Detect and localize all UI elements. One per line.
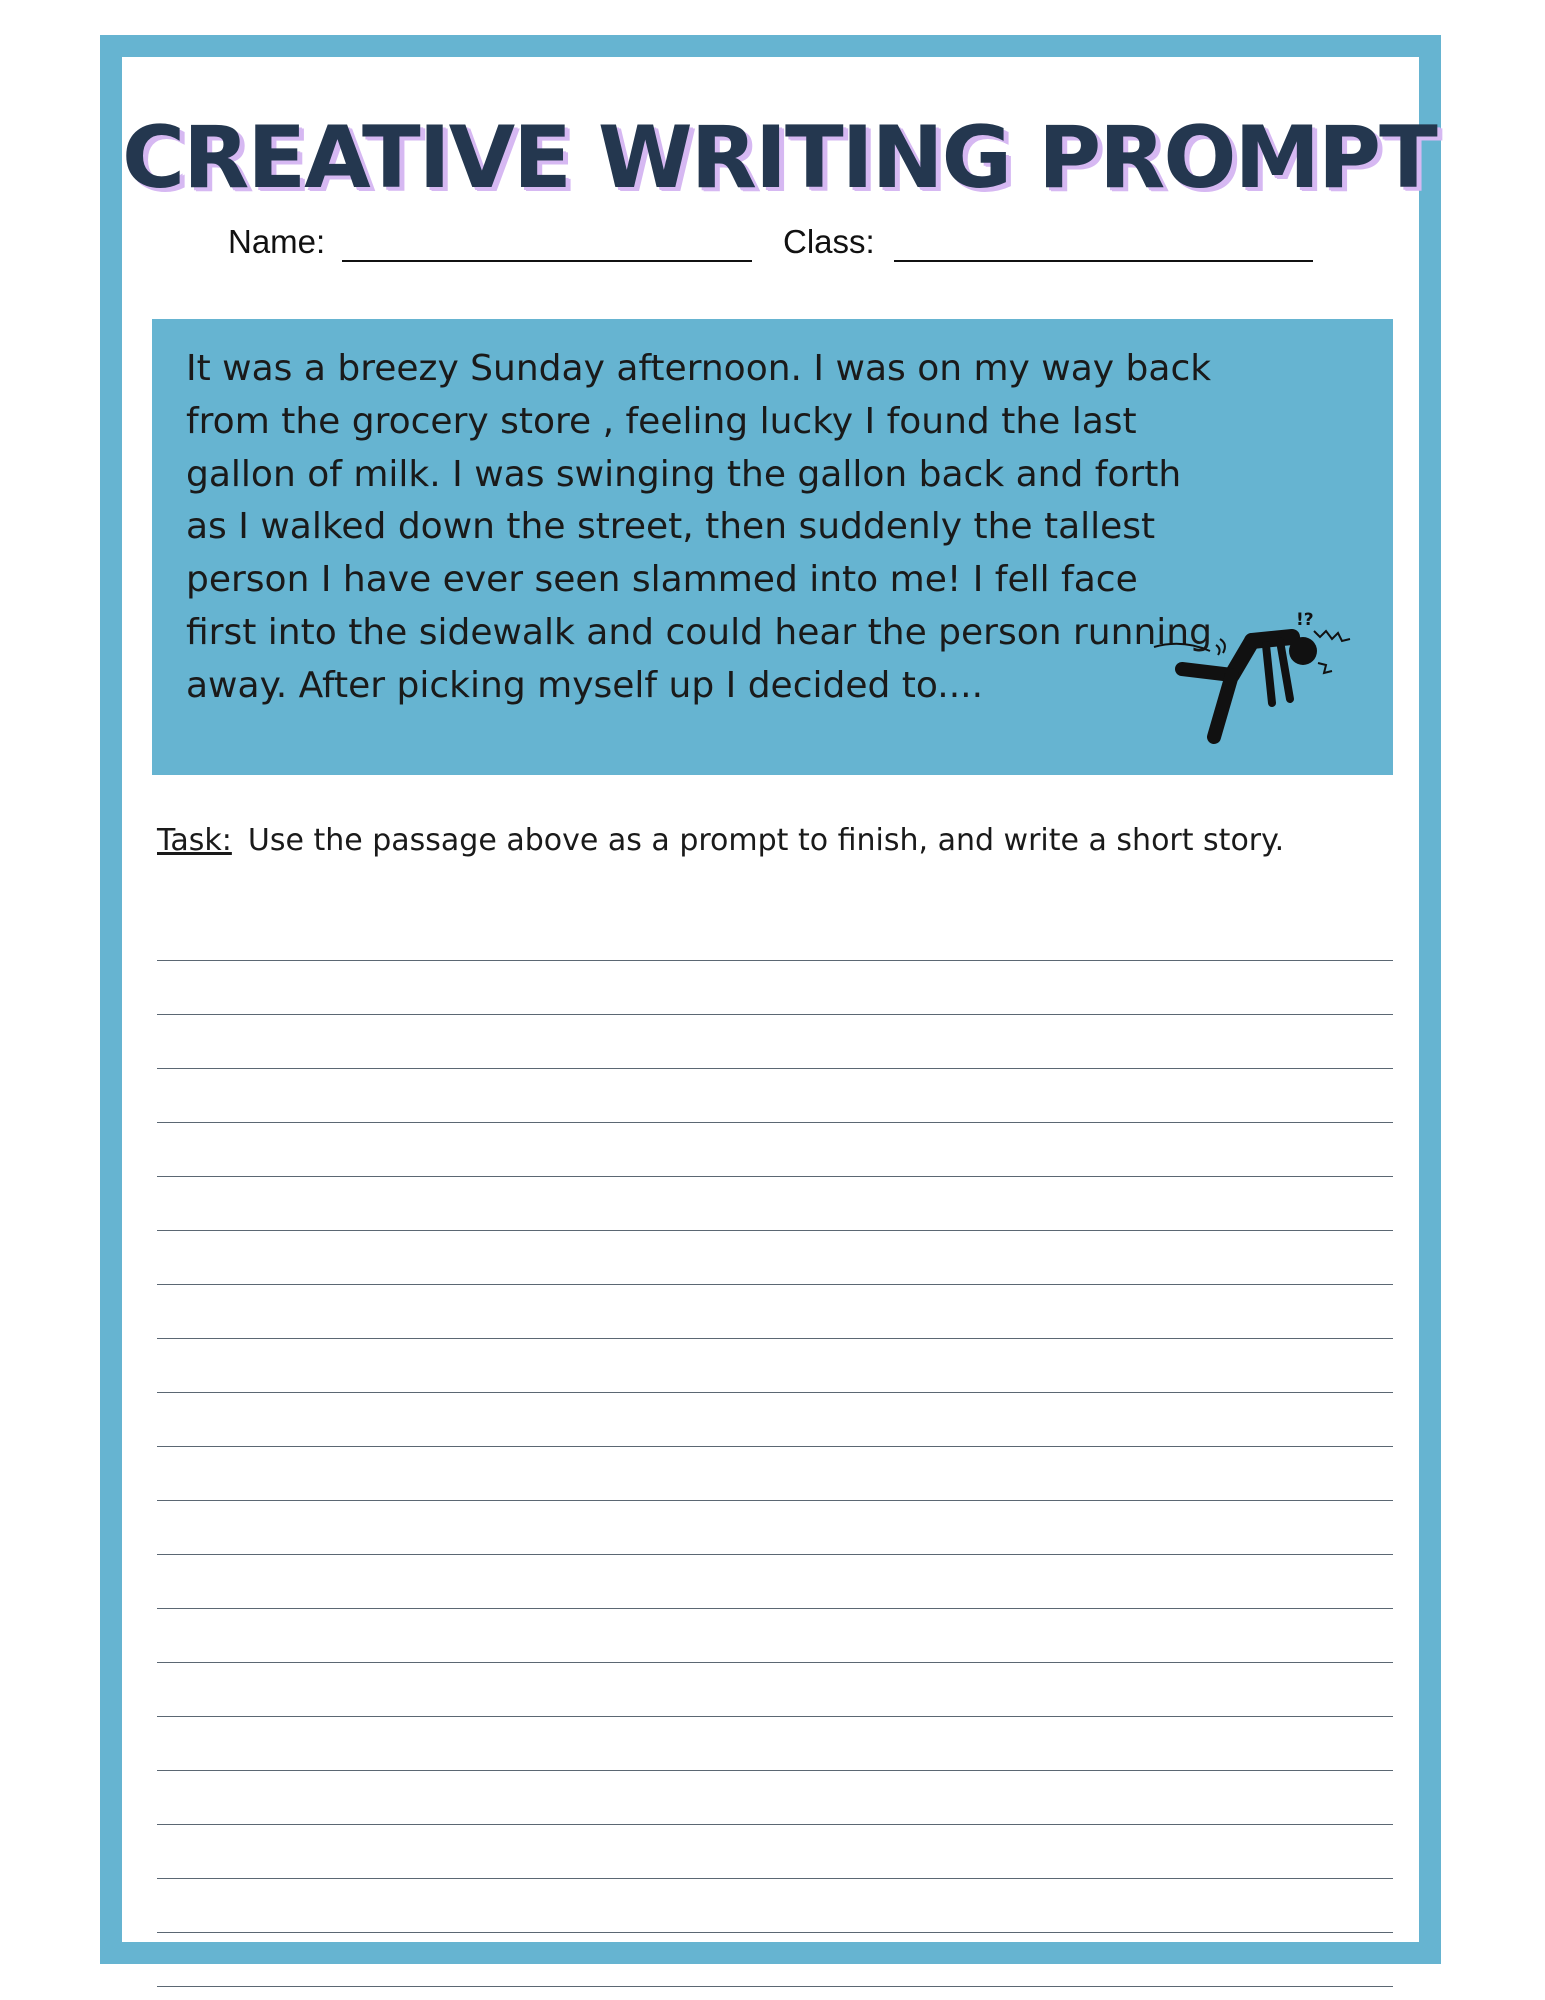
writing-line[interactable] (157, 961, 1393, 1015)
writing-line[interactable] (157, 1393, 1393, 1447)
writing-line[interactable] (157, 1501, 1393, 1555)
name-field[interactable] (342, 260, 752, 262)
writing-line[interactable] (157, 1771, 1393, 1825)
writing-line[interactable] (157, 1447, 1393, 1501)
writing-line[interactable] (157, 1555, 1393, 1609)
writing-line[interactable] (157, 1231, 1393, 1285)
writing-line[interactable] (157, 1609, 1393, 1663)
person-tripping-icon (1152, 611, 1352, 761)
prompt-passage: It was a breezy Sunday afternoon. I was on my way back from the grocery store , feeling lucky I found the last gallon of milk. I was swinging the gallon back and forth as I walked down the street, then suddenly the tallest person I have ever seen slammed into me! I fell face first into the sidewalk and could hear the person running away. After picking myself up I decided to.... (186, 348, 1212, 706)
writing-line[interactable] (157, 1177, 1393, 1231)
prompt-box (152, 319, 1393, 775)
task-text: Use the passage above as a prompt to finish, and write a short story. (247, 823, 1285, 858)
writing-line[interactable] (157, 1879, 1393, 1933)
writing-line[interactable] (157, 1285, 1393, 1339)
writing-line[interactable] (157, 1069, 1393, 1123)
worksheet-title: CREATIVE WRITING PROMPT (122, 108, 1436, 208)
name-label: Name: (228, 223, 326, 260)
writing-line[interactable] (157, 1123, 1393, 1177)
exclaim-question-mark: !? (1296, 611, 1314, 630)
task-instruction (157, 823, 1285, 858)
writing-line[interactable] (157, 1015, 1393, 1069)
class-field[interactable] (894, 260, 1313, 262)
writing-line[interactable] (157, 1933, 1393, 1987)
worksheet-frame (100, 35, 1441, 1964)
writing-line[interactable] (157, 907, 1393, 961)
writing-line[interactable] (157, 1339, 1393, 1393)
writing-line[interactable] (157, 1825, 1393, 1879)
writing-line[interactable] (157, 1717, 1393, 1771)
task-label: Task: (157, 823, 232, 858)
writing-lines[interactable] (157, 907, 1393, 1987)
class-label: Class: (783, 223, 875, 260)
writing-line[interactable] (157, 1663, 1393, 1717)
